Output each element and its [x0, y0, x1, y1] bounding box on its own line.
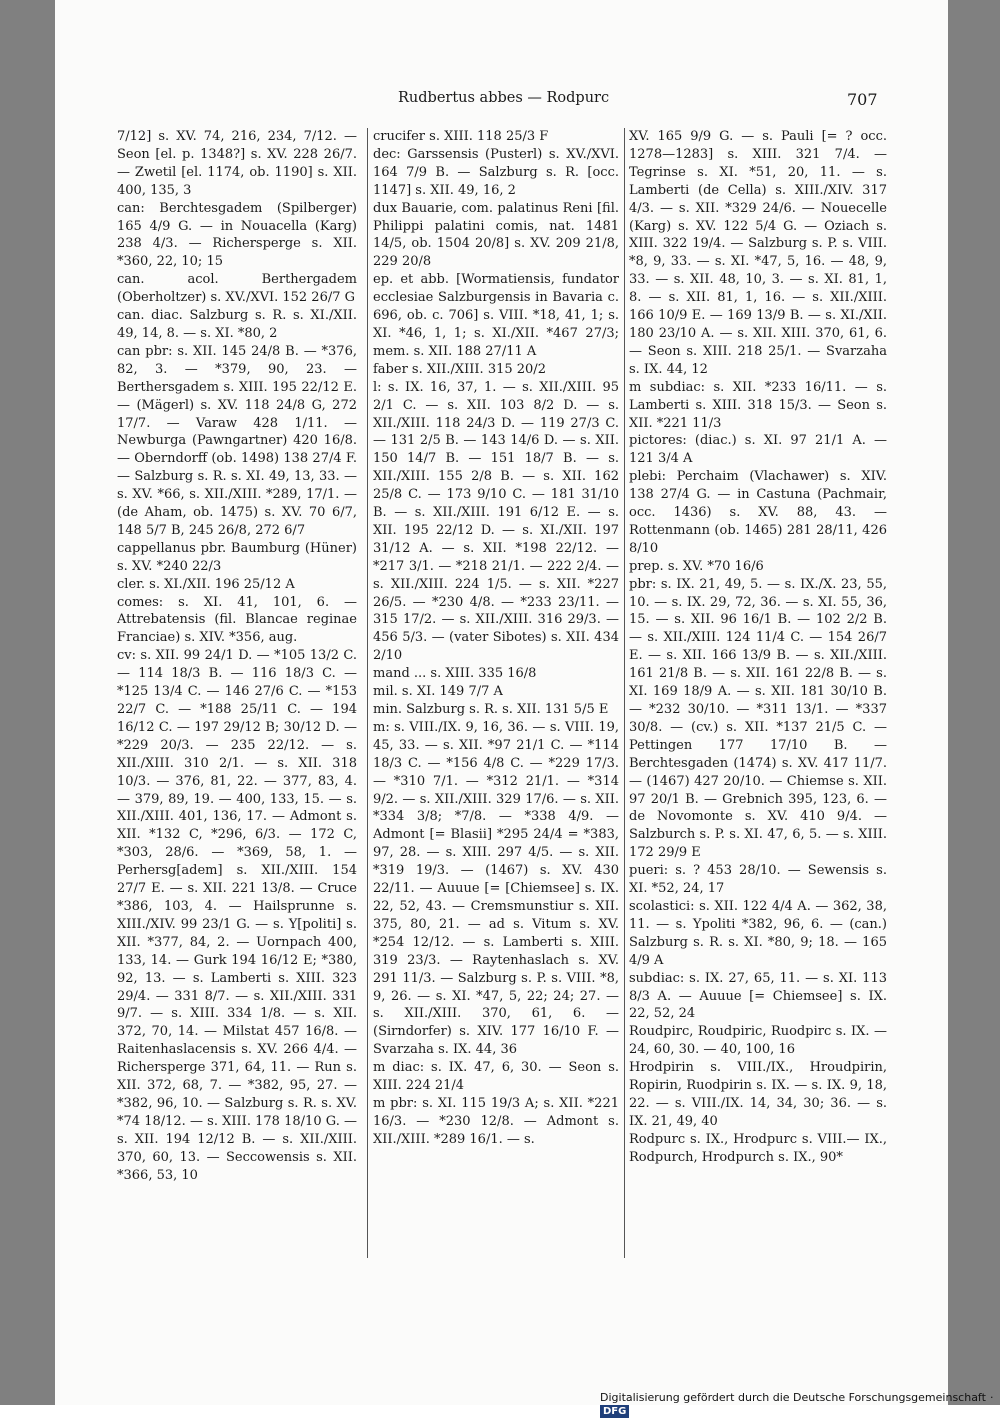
entry-paragraph: comes: s. XI. 41, 101, 6. — Attrebatensis (fil. Blancae reginae Franciae) s. XIV. *356, aug. — [117, 594, 357, 646]
entry-paragraph: prep. s. XV. *70 16/6 — [629, 558, 764, 574]
entry-paragraph: m: s. VIII./IX. 9, 16, 36. — s. VIII. 19, 45, 33. — s. XII. *97 21/1 C. — *114 18/3 C. — *156 4/8 C. — *229 17/3. — *310 7/1. — *312 21/1. — *314 9/2. — s. XII./XIII. 329 17/6. — s. XII. *334 3/8; *7/8. — *338 4/9. — Admont [= Blasii] *295 24/4 = *383, 97, 28. — s. XIII. 297 4/5. — s. XII. *319 19/3. — (1467) s. XV. 430 22/11. — Auuue [= [Chiemsee] s. IX. 22, 52, 43. — Cremsmunstiur s. XII. 375, 80, 21. — ad s. Vitum s. XV. *254 12/12. — s. Lamberti s. XIII. 319 23/3. — Raytenhaslach s. XV. 291 11/3. — Salzburg s. P. s. VIII. *8, 9, 26. — s. XI. *47, 5, 22; 24; 27. — s. XII./XIII. 370, 61, 6. — (Sirndorfer) s. XIV. 177 16/10 F. — Svarzaha s. IX. 44, 36 — [373, 719, 619, 1058]
scanned-page — [55, 0, 948, 1405]
entry-paragraph: cappellanus pbr. Baumburg (Hüner) s. XV. *240 22/3 — [117, 540, 357, 574]
entry-paragraph: m diac: s. IX. 47, 6, 30. — Seon s. XIII. 224 21/4 — [373, 1060, 619, 1094]
entry-paragraph: subdiac: s. IX. 27, 65, 11. — s. XI. 113 8/3 A. — Auuue [= Chiemsee] s. IX. 22, 52, 24 — [629, 970, 887, 1022]
entry-paragraph: mil. s. XI. 149 7/7 A — [373, 684, 503, 700]
column-rule — [367, 128, 368, 1258]
text-column-1 — [117, 128, 357, 1184]
entry-paragraph: dec: Garssensis (Pusterl) s. XV./XVI. 164 7/9 B. — Salzburg s. R. [occ. 1147] s. XII. 49, 16, 2 — [373, 146, 619, 198]
entry-paragraph: m pbr: s. XI. 115 19/3 A; s. XII. *221 16/3. — *230 12/8. — Admont s. XII./XIII. *289 16/1. — s. — [373, 1095, 619, 1147]
entry-paragraph: pictores: (diac.) s. XI. 97 21/1 A. — 121 3/4 A — [629, 433, 887, 467]
left-scan-margin — [0, 0, 55, 1405]
entry-paragraph: faber s. XII./XIII. 315 20/2 — [373, 361, 546, 377]
entry-paragraph: Rodpurc s. IX., Hrodpurc s. VIII.— IX., Rodpurch, Hrodpurch s. IX., 90* — [629, 1131, 887, 1165]
running-title: Rudbertus abbes — Rodpurc — [398, 90, 610, 106]
entry-paragraph: 7/12] s. XV. 74, 216, 234, 7/12. — Seon [el. p. 1348?] s. XV. 228 26/7. — Zwetil [el. 1174, ob. 1190] s. XII. 400, 135, 3 — [117, 129, 357, 198]
entry-paragraph: scolastici: s. XII. 122 4/4 A. — 362, 38, 11. — s. Ypoliti *382, 96, 6. — (can.) Salzburg s. R. s. XI. *80, 9; 18. — 165 4/9 A — [629, 898, 887, 968]
right-scan-margin — [948, 0, 1000, 1405]
entry-paragraph: Roudpirc, Roudpiric, Ruodpirc s. IX. — 24, 60, 30. — 40, 100, 16 — [629, 1024, 887, 1058]
footer-separator: · — [989, 1391, 994, 1404]
entry-paragraph: Hrodpirin s. VIII./IX., Hroudpirin, Ropirin, Ruodpirin s. IX. — s. IX. 9, 18, 22. — s. VIII./IX. 14, 34, 30; 36. — s. IX. 21, 49, 40 — [629, 1060, 887, 1129]
entry-paragraph: XV. 165 9/9 G. — s. Pauli [= ? occ. 1278—1283] s. XIII. 321 7/4. — Tegrinse s. XI. *51, 20, 11. — s. Lamberti (de Cella) s. XIII./XIV. 317 4/3. — s. XII. *329 24/6. — Nouecelle (Karg) s. XV. 122 5/4 G. — Oziach s. XIII. 322 19/4. — Salzburg s. P. s. VIII. *8, 9, 33. — s. XI. *47, 5, 16. — 48, 9, 33. — s. XII. 48, 10, 3. — s. XI. 81, 1, 8. — s. XII. 81, 1, 16. — s. XII./XIII. 166 10/9 E. — 169 13/9 B. — s. XI./XII. 180 23/10 A. — s. XII. XIII. 370, 61, 6. — Seon s. XIII. 218 25/1. — Svarzaha s. IX. 44, 12 — [629, 129, 887, 377]
funding-text: Digitalisierung gefördert durch die Deutsche Forschungsgemeinschaft — [600, 1391, 986, 1404]
entry-paragraph: dux Bauarie, com. palatinus Reni [fil. Philippi palatini comis, nat. 1481 14/5, ob. 1504 20/8] s. XV. 209 21/8, 229 20/8 — [373, 200, 619, 270]
entry-paragraph: mand ... s. XIII. 335 16/8 — [373, 666, 537, 682]
entry-paragraph: pbr: s. IX. 21, 49, 5. — s. IX./X. 23, 55, 10. — s. IX. 29, 72, 36. — s. XI. 55, 36, 15. — s. XII. 96 16/1 B. — 102 2/2 B. — s. XII./XIII. 124 11/4 C. — 154 26/7 E. — s. XII. 166 13/9 B. — s. XII./XIII. 161 21/8 B. — s. XII. 161 22/8 B. — s. XI. 169 18/9 A. — s. XII. 181 30/10 B. — *232 30/10. — *311 13/1. — *337 30/8. — (cv.) s. XII. *137 21/5 C. — Pettingen 177 17/10 B. — Berchtesgaden (1474) s. XV. 417 11/7. — (1467) 427 20/10. — Chiemse s. XII. 97 20/1 B. — Grebnich 395, 123, 6. — de Novomonte s. XV. 410 9/4. — Salzburch s. P. s. XI. 47, 6, 5. — s. XIII. 172 29/9 E — [629, 576, 887, 861]
entry-paragraph: plebi: Perchaim (Vlachawer) s. XIV. 138 27/4 G. — in Castuna (Pachmair, occ. 1436) s. XV. 88, 43. — Rottenmann (ob. 1465) 281 28/11, 426 8/10 — [629, 469, 887, 556]
entry-paragraph: can. diac. Salzburg s. R. s. XI./XII. 49, 14, 8. — s. XI. *80, 2 — [117, 308, 357, 341]
entry-paragraph: can: Berchtesgadem (Spilberger) 165 4/9 G. — in Nouacella (Karg) 238 4/3. — Richersperge s. XII. *360, 22, 10; 15 — [117, 200, 357, 270]
column-rule — [624, 128, 625, 1258]
entry-paragraph: ep. et abb. [Wormatiensis, fundator ecclesiae Salzburgensis in Bavaria c. 696, ob. c. 706] s. VIII. *18, 41, 1; s. XI. *46, 1, 1; s. XI./XII. *467 27/3; mem. s. XII. 188 27/11 A — [373, 272, 619, 359]
text-column-2 — [373, 128, 619, 1149]
page-number: 707 — [847, 90, 878, 109]
dfg-logo: DFG — [600, 1405, 629, 1418]
entry-paragraph: cv: s. XII. 99 24/1 D. — *105 13/2 C. — 114 18/3 B. — 116 18/3 C. — *125 13/4 C. — 146 27/6 C. — *153 22/7 C. — *188 25/11 C. — 194 16/12 C. — 197 29/12 B; 30/12 D. — *229 20/3. — 235 22/12. — s. XII./XIII. 310 2/1. — s. XII. 318 10/3. — 376, 81, 22. — 377, 83, 4. — 379, 89, 19. — 400, 133, 15. — s. XII./XIII. 401, 136, 17. — Admont s. XII. *132 C, *296, 6/3. — 172 C, *303, 28/6. — *369, 58, 1. — Perhersg[adem] s. XII./XIII. 154 27/7 E. — s. XII. 221 13/8. — Cruce *386, 103, 4. — Hailsprunne s. XIII./XIV. 99 23/1 G. — s. Y[politi] s. XII. *377, 84, 2. — Uornpach 400, 133, 14. — Gurk 194 16/12 E; *380, 92, 13. — s. Lamberti s. XIII. 323 29/4. — 331 8/7. — s. XII./XIII. 331 9/7. — s. XIII. 334 1/8. — s. XII. 372, 70, 14. — Milstat 457 16/8. — Raitenhaslacensis s. XV. 266 4/4. — Richersperge 371, 64, 11. — Run s. XII. 372, 68, 7. — *382, 95, 27. — *382, 96, 10. — Salzburg s. R. s. XV. *74 18/12. — s. XIII. 178 18/10 G. — s. XII. 194 12/12 B. — s. XII./XIII. 370, 60, 13. — Seccowensis s. XII. *366, 53, 10 — [117, 648, 357, 1183]
entry-paragraph: m subdiac: s. XII. *233 16/11. — s. Lamberti s. XIII. 318 15/3. — Seon s. XII. *221 11/3 — [629, 379, 887, 431]
entry-paragraph: cler. s. XI./XII. 196 25/12 A — [117, 576, 295, 592]
entry-paragraph: min. Salzburg s. R. s. XII. 131 5/5 E — [373, 702, 609, 717]
entry-paragraph: pueri: s. ? 453 28/10. — Sewensis s. XI. *52, 24, 17 — [629, 863, 887, 897]
entry-paragraph: crucifer s. XIII. 118 25/3 F — [373, 129, 549, 144]
entry-paragraph: l: s. IX. 16, 37, 1. — s. XII./XIII. 95 2/1 C. — s. XII. 103 8/2 D. — s. XII./XIII. 118 24/3 D. — 119 27/3 C. — 131 2/5 B. — 143 14/6 D. — s. XII. 150 14/7 B. — 151 18/7 B. — s. XII./XIII. 155 2/8 B. — s. XII. 162 25/8 C. — 173 9/10 C. — 181 31/10 B. — s. XII./XIII. 191 6/12 E. — s. XII. 195 22/12 D. — s. XI./XII. 197 31/12 A. — s. XII. *198 22/12. — *217 3/1. — *218 21/1. — 222 2/4. — s. XII./XIII. 224 1/5. — s. XII. *227 26/5. — *230 4/8. — *233 23/11. — 315 17/2. — s. XII./XIII. 316 29/3. — 456 5/3. — (vater Sibotes) s. XII. 434 2/10 — [373, 379, 619, 664]
entry-paragraph: can pbr: s. XII. 145 24/8 B. — *376, 82, 3. — *379, 90, 23. — Berthersgadem s. XIII. 195 22/12 E. — (Mägerl) s. XV. 118 24/8 G, 272 17/7. — Varaw 428 1/11. — Newburga (Pawngartner) 420 16/8. — Oberndorff (ob. 1498) 138 27/4 F. — Salzburg s. R. s. XI. 49, 13, 33. — s. XV. *66, s. XII./XIII. *289, 17/1. — (de Aham, ob. 1475) s. XV. 70 6/7, 148 5/7 B, 245 26/8, 272 6/7 — [117, 343, 357, 538]
entry-paragraph: can. acol. Berthergadem (Oberholtzer) s. XV./XVI. 152 26/7 G — [117, 272, 357, 306]
text-column-3 — [629, 128, 887, 1167]
